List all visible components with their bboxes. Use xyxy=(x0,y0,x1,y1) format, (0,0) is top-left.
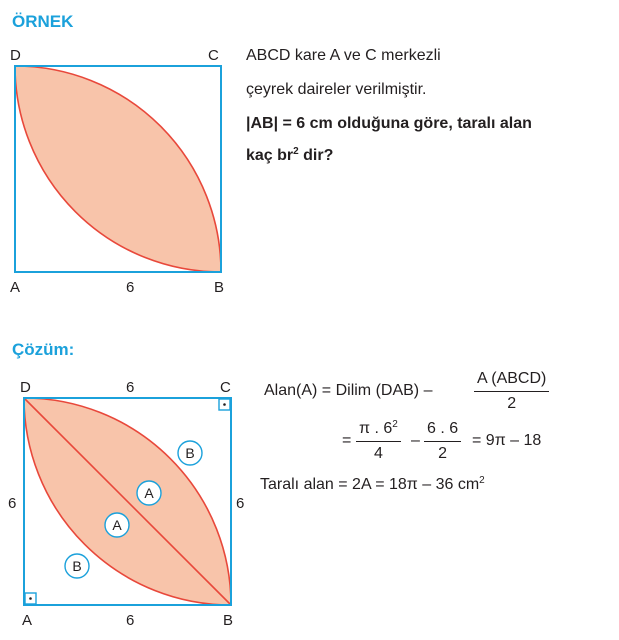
solution-label-a: A xyxy=(22,612,33,629)
eq1-numerator: A (ABCD) xyxy=(474,369,549,392)
question-line-4 xyxy=(246,146,333,166)
question-line-2: çeyrek daireler verilmiştir. xyxy=(246,81,427,98)
right-angle-marker-c xyxy=(219,399,230,410)
example-heading: ÖRNEK xyxy=(12,12,74,31)
eq2-f2-numerator: 6 . 6 xyxy=(424,419,461,442)
solution-label-left: 6 xyxy=(8,495,17,512)
question-line-4-sup: 2 xyxy=(293,146,299,157)
solution-label-d: D xyxy=(20,379,31,396)
eq2-f2-denominator: 2 xyxy=(438,445,448,462)
eq2-rhs: = 9π – 18 xyxy=(472,432,542,449)
eq2-minus: – xyxy=(411,432,420,449)
example-figure xyxy=(10,47,224,296)
solution-label-top: 6 xyxy=(126,379,135,396)
eq2-fraction-1 xyxy=(356,419,401,464)
solution-label-bottom: 6 xyxy=(126,612,135,629)
solution-figure xyxy=(8,379,244,629)
eq1-denominator: 2 xyxy=(507,395,517,412)
eq1-lhs: Alan(A) = Dilim (DAB) – xyxy=(264,382,433,399)
solution-heading: Çözüm: xyxy=(12,340,75,359)
right-angle-marker-a xyxy=(25,593,36,604)
eq1-fraction xyxy=(474,369,549,414)
eq2-f1-numerator xyxy=(356,419,401,442)
example-label-side-ab: 6 xyxy=(126,279,135,296)
eq3-sup: 2 xyxy=(479,475,485,486)
eq2-fraction-2 xyxy=(424,419,461,464)
region-label-a1: A xyxy=(144,485,154,501)
solution-label-b: B xyxy=(223,612,234,629)
question-line-4-end: dir? xyxy=(298,147,334,164)
example-label-b: B xyxy=(214,279,225,296)
eq3 xyxy=(260,476,485,494)
example-label-c: C xyxy=(208,47,219,64)
question-line-3: |AB| = 6 cm olduğuna göre, taralı alan xyxy=(246,115,532,132)
solution-label-c: C xyxy=(220,379,231,396)
example-label-a: A xyxy=(10,279,21,296)
region-label-b2: B xyxy=(72,558,82,574)
region-label-a2: A xyxy=(112,517,122,533)
eq3-text: Taralı alan = 2A = 18π – 36 cm xyxy=(260,476,480,493)
region-label-b1: B xyxy=(185,445,195,461)
question-line-4-main: kaç br xyxy=(246,147,294,164)
solution-label-right: 6 xyxy=(236,495,245,512)
example-shaded-lens xyxy=(15,66,221,272)
eq2-f1-num-sup: 2 xyxy=(392,419,398,430)
question-line-1: ABCD kare A ve C merkezli xyxy=(246,47,441,64)
example-label-d: D xyxy=(10,47,21,64)
eq2-f1-denominator: 4 xyxy=(373,445,383,462)
eq2-equals: = xyxy=(342,432,352,449)
eq2-f1-num-main: π . 6 xyxy=(359,420,393,437)
